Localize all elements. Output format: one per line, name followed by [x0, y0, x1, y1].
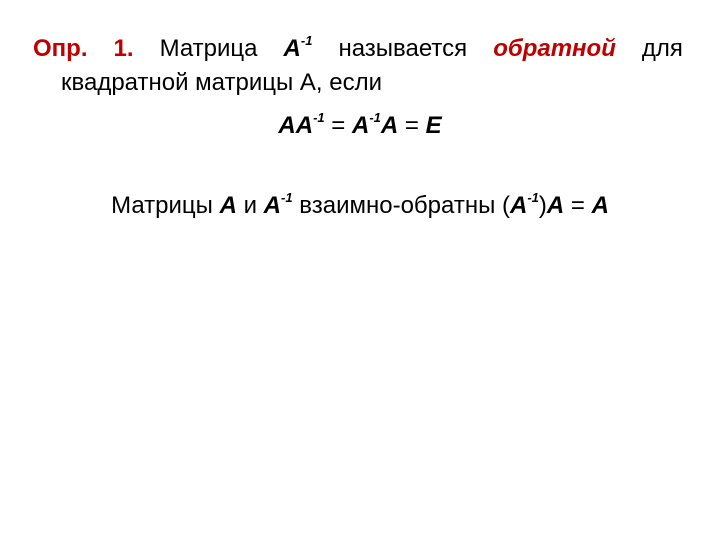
statement-a-3: A [509, 192, 528, 219]
formula-eq-1: = [324, 112, 352, 139]
definition-line-2: квадратной матрицы А, если [61, 69, 382, 96]
statement-text-3: взаимно-обратны ( [292, 192, 510, 219]
word-for: для [641, 35, 683, 62]
formula-a-1: A [351, 112, 370, 139]
definition-label: Опр. [33, 35, 88, 62]
word-matrix: Матрица [159, 35, 258, 62]
formula-eq-2: = [398, 112, 426, 139]
definition-number: 1. [113, 35, 134, 62]
word-called: называется [338, 35, 468, 62]
statement-a-2: A [263, 192, 281, 219]
inverse-symbol [284, 32, 313, 66]
formula-e: E [425, 112, 442, 139]
statement-text-4: ) [538, 192, 547, 219]
symbol-a: A [283, 35, 301, 62]
statement-a-4: A [546, 192, 565, 219]
statement-a-1: A [219, 192, 237, 219]
formula-exp-2: -1 [369, 110, 381, 125]
statement-text-2: и [236, 192, 264, 219]
statement-text-5: = [564, 192, 592, 219]
formula-exp-1: -1 [313, 110, 325, 125]
inverse-exponent: -1 [300, 33, 313, 48]
formula-a-2: A [380, 112, 399, 139]
statement-exp-2: -1 [527, 190, 539, 205]
statement-exp-1: -1 [281, 190, 293, 205]
inverse-formula [0, 111, 720, 141]
definition-block [33, 32, 683, 100]
statement-text-1: Матрицы [111, 192, 220, 219]
definition-line-1 [33, 32, 683, 66]
term-inverse: обратной [493, 35, 616, 62]
formula-aa: AA [278, 112, 314, 139]
mutual-inverse-statement [0, 191, 720, 221]
statement-a-5: A [591, 192, 609, 219]
